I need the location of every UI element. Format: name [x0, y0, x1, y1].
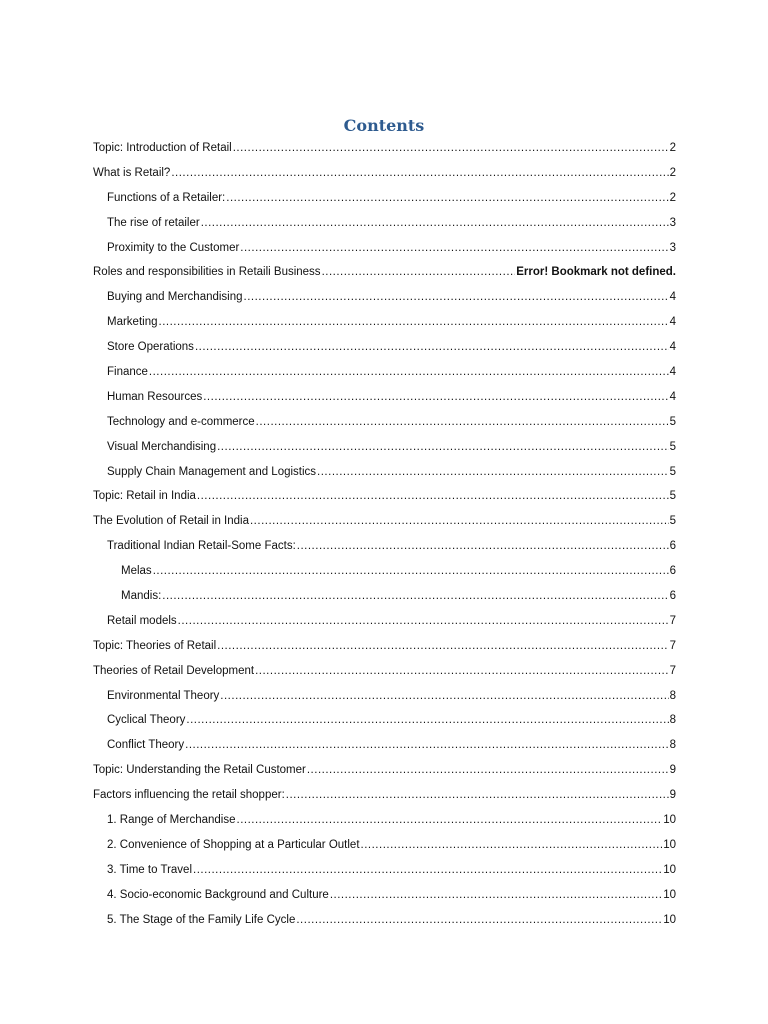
toc-entry-label: Human Resources — [107, 390, 203, 403]
toc-entry-label: Melas — [121, 565, 152, 578]
dot-leader — [317, 464, 669, 480]
toc-entry-label: Mandis: — [121, 590, 162, 603]
toc-entry-label: Technology and e-commerce — [107, 415, 255, 428]
toc-entry-label: Topic: Theories of Retail — [93, 639, 217, 652]
dot-leader — [197, 488, 669, 504]
toc-entry-page: 2 — [669, 166, 676, 179]
toc-entry[interactable] — [93, 337, 676, 362]
toc-entry[interactable] — [93, 686, 676, 711]
toc-entry-label: Topic: Retail in India — [93, 490, 196, 503]
toc-entry[interactable] — [93, 735, 676, 760]
toc-entry-label: Buying and Merchandising — [107, 291, 243, 304]
toc-entry-page: 4 — [669, 291, 676, 304]
toc-entry[interactable] — [93, 486, 676, 511]
toc-entry-page: 5 — [669, 415, 676, 428]
toc-entry-label: The Evolution of Retail in India — [93, 515, 249, 528]
dot-leader — [297, 538, 669, 554]
toc-entry[interactable] — [93, 710, 676, 735]
dot-leader — [203, 389, 668, 405]
dot-leader — [296, 912, 662, 928]
toc-entry-page: 5 — [669, 440, 676, 453]
toc-entry[interactable] — [93, 188, 676, 213]
toc-entry[interactable] — [93, 835, 676, 860]
dot-leader — [201, 215, 669, 231]
toc-entry[interactable] — [93, 860, 676, 885]
toc-entry-page: 5 — [669, 515, 676, 528]
toc-entry-page: 4 — [669, 316, 676, 329]
toc-entry-page: 4 — [669, 366, 676, 379]
toc-entry[interactable] — [93, 312, 676, 337]
toc-entry-page: 6 — [669, 590, 676, 603]
toc-entry-label: Marketing — [107, 316, 158, 329]
toc-entry-label: Environmental Theory — [107, 689, 220, 702]
toc-entry-page: 8 — [669, 739, 676, 752]
dot-leader — [255, 663, 669, 679]
toc-entry-page: 10 — [663, 838, 676, 851]
dot-leader — [178, 613, 669, 629]
dot-leader — [226, 190, 668, 206]
toc-entry-page: 7 — [669, 639, 676, 652]
toc-entry[interactable] — [93, 910, 676, 935]
toc-entry-page: 2 — [669, 191, 676, 204]
toc-entry-page: 10 — [663, 888, 676, 901]
dot-leader — [330, 887, 662, 903]
toc-entry-label: 1. Range of Merchandise — [107, 814, 236, 827]
dot-leader — [185, 737, 668, 753]
toc-entry[interactable] — [93, 760, 676, 785]
toc-entry-page: 7 — [669, 614, 676, 627]
toc-entry[interactable] — [93, 661, 676, 686]
dot-leader — [195, 339, 669, 355]
toc-entry-page: 8 — [669, 689, 676, 702]
toc-entry-label: Theories of Retail Development — [93, 664, 255, 677]
toc-entry-label: Topic: Introduction of Retail — [93, 142, 232, 154]
toc-entry-error: Error! Bookmark not defined. — [516, 266, 676, 279]
toc-entry[interactable] — [93, 437, 676, 462]
dot-leader — [307, 762, 669, 778]
toc-entry-label: Topic: Understanding the Retail Customer — [93, 764, 306, 777]
dot-leader — [149, 364, 669, 380]
dot-leader — [153, 563, 669, 579]
toc-entry-page: 5 — [669, 490, 676, 503]
dot-leader — [233, 140, 669, 156]
toc-entry-label: Store Operations — [107, 341, 194, 354]
toc-entry-label: Functions of a Retailer: — [107, 191, 226, 204]
toc-entry-label: The rise of retailer — [107, 216, 200, 229]
toc-entry-label: 4. Socio-economic Background and Culture — [107, 888, 329, 901]
toc-entry-page: 6 — [669, 540, 676, 553]
toc-entry-label: Visual Merchandising — [107, 440, 217, 453]
toc-entry-label: Retail models — [107, 614, 177, 627]
toc-entry-page: 10 — [663, 863, 676, 876]
toc-entry-label: Finance — [107, 366, 148, 379]
dot-leader — [250, 513, 669, 529]
toc-entry[interactable] — [93, 636, 676, 661]
toc-entry[interactable] — [93, 586, 676, 611]
toc-entry-page: 5 — [669, 465, 676, 478]
toc-entry-label: Proximity to the Customer — [107, 241, 240, 254]
toc-entry[interactable] — [93, 287, 676, 312]
dot-leader — [220, 688, 668, 704]
toc-entry-page: 7 — [669, 664, 676, 677]
toc-entry-page: 8 — [669, 714, 676, 727]
dot-leader — [159, 314, 669, 330]
dot-leader — [361, 837, 663, 853]
dot-leader — [244, 289, 669, 305]
toc-entry[interactable] — [93, 536, 676, 561]
toc-entry-page: 10 — [663, 814, 676, 827]
toc-entry[interactable] — [93, 462, 676, 487]
toc-entry-page: 4 — [669, 341, 676, 354]
dot-leader — [240, 240, 668, 256]
toc-entry[interactable] — [93, 262, 676, 287]
toc-entry-label: Supply Chain Management and Logistics — [107, 465, 317, 478]
table-of-contents — [93, 138, 676, 935]
toc-entry-label: What is Retail? — [93, 166, 171, 179]
toc-entry-label: 5. The Stage of the Family Life Cycle — [107, 913, 296, 926]
toc-entry-label: 2. Convenience of Shopping at a Particular Outlet — [107, 838, 360, 851]
toc-entry-page: 6 — [669, 565, 676, 578]
toc-entry-label: Conflict Theory — [107, 739, 185, 752]
toc-title: Contents — [343, 116, 425, 135]
toc-entry[interactable] — [93, 511, 676, 536]
dot-leader — [162, 588, 668, 604]
toc-entry[interactable] — [93, 138, 676, 163]
dot-leader — [322, 264, 516, 280]
toc-entry[interactable] — [93, 163, 676, 188]
dot-leader — [217, 439, 668, 455]
toc-entry[interactable] — [93, 810, 676, 835]
toc-entry-label: 3. Time to Travel — [107, 863, 193, 876]
toc-entry-page: 3 — [669, 216, 676, 229]
toc-entry[interactable] — [93, 387, 676, 412]
toc-entry-label: Traditional Indian Retail-Some Facts: — [107, 540, 296, 553]
dot-leader — [237, 812, 663, 828]
toc-entry-page: 9 — [669, 789, 676, 802]
toc-entry-label: Factors influencing the retail shopper: — [93, 789, 285, 802]
toc-entry-page: 2 — [669, 142, 676, 154]
toc-entry[interactable] — [93, 238, 676, 263]
dot-leader — [256, 414, 669, 430]
toc-entry[interactable] — [93, 213, 676, 238]
toc-entry-page: 4 — [669, 390, 676, 403]
toc-entry[interactable] — [93, 412, 676, 437]
dot-leader — [171, 165, 668, 181]
toc-entry-label: Roles and responsibilities in Retaili Business — [93, 266, 321, 279]
toc-entry-page: 3 — [669, 241, 676, 254]
dot-leader — [286, 787, 669, 803]
toc-entry-label: Cyclical Theory — [107, 714, 186, 727]
dot-leader — [217, 638, 668, 654]
toc-entry[interactable] — [93, 362, 676, 387]
toc-entry-page: 9 — [669, 764, 676, 777]
toc-entry[interactable] — [93, 611, 676, 636]
toc-entry[interactable] — [93, 885, 676, 910]
dot-leader — [186, 712, 668, 728]
toc-entry[interactable] — [93, 561, 676, 586]
toc-entry-page: 10 — [663, 913, 676, 926]
toc-entry[interactable] — [93, 785, 676, 810]
dot-leader — [193, 862, 662, 878]
